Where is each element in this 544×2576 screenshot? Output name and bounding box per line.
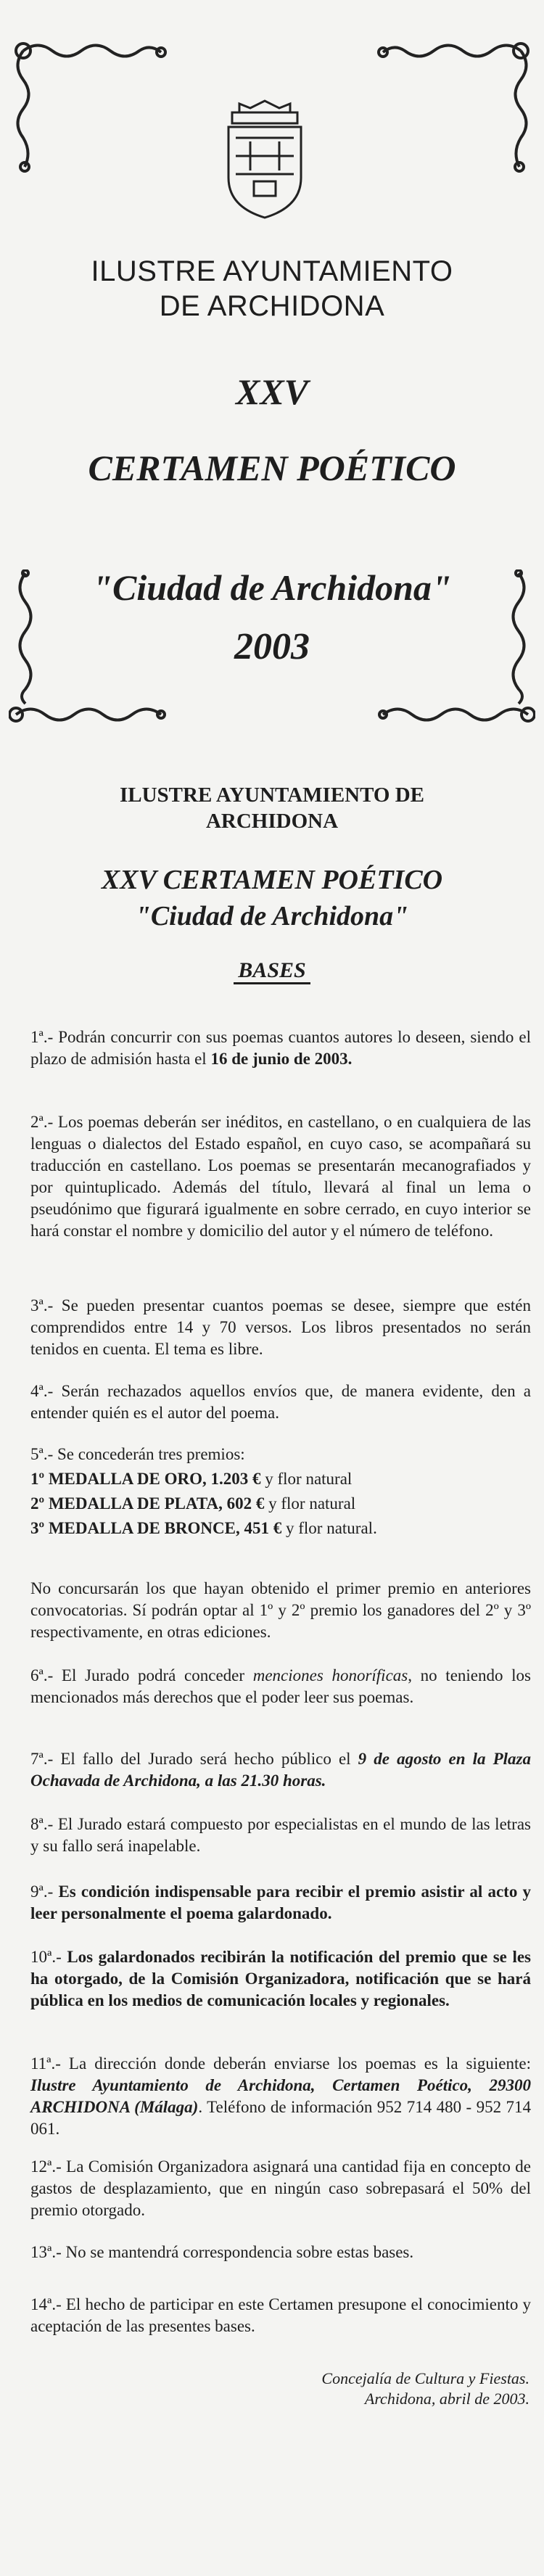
rule-5-intro: 5ª.- Se concederán tres premios:: [30, 1445, 245, 1463]
cover-year: 2003: [234, 626, 310, 667]
cover-contest: CERTAMEN POÉTICO: [88, 448, 456, 488]
cover-city: "Ciudad de Archidona": [92, 567, 452, 608]
rule-6: 6ª.- El Jurado podrá conceder menciones honoríficas, no teniendo los mencionados más derechos que el poder leer sus poemas.: [30, 1666, 532, 1706]
prize-1: 1º MEDALLA DE ORO, 1.203 € y flor natural: [30, 1470, 353, 1488]
bases-org-line1: ILUSTRE AYUNTAMIENTO DE: [119, 783, 425, 807]
rule-3: 3ª.- Se pueden presentar cuantos poemas se desee, siempre que estén comprendidos entre 14 y 70 versos. Los libros presentados no serán tenidos en cuenta. El tema es libre.: [30, 1296, 531, 1358]
rule-7: 7ª.- El fallo del Jurado será hecho público el 9 de agosto en la Plaza Ochavada de Archidona, a las 21.30 horas.: [30, 1750, 531, 1790]
signature-line2: Archidona, abril de 2003.: [364, 2390, 529, 2408]
ornament-border-bottom-left-icon: [9, 696, 168, 733]
prize-3: 3º MEDALLA DE BRONCE, 451 € y flor natural.: [30, 1519, 377, 1537]
ornament-corner-top-left-icon: [9, 36, 168, 174]
cover-org-line1: ILUSTRE AYUNTAMIENTO: [91, 255, 453, 287]
rule-9: 9ª.- Es condición indispensable para recibir el premio asistir al acto y leer personalmente el poema galardonado.: [30, 1882, 532, 1922]
rule-1: 1ª.- Podrán concurrir con sus poemas cuantos autores lo deseen, siendo el plazo de admisión hasta el 16 de junio de 2003.: [30, 1028, 531, 1068]
ornament-corner-top-right-icon: [376, 36, 535, 174]
bases-contest-line1: XXV CERTAMEN POÉTICO: [101, 865, 443, 895]
rule-13: 13ª.- No se mantendrá correspondencia sobre estas bases.: [30, 2243, 414, 2261]
bases-title: BASES: [0, 956, 544, 985]
rule-8: 8ª.- El Jurado estará compuesto por especialistas en el mundo de las letras y su fallo será inapelable.: [30, 1815, 531, 1855]
cover-org-line2: DE ARCHIDONA: [159, 290, 385, 322]
rule-5-note: No concursarán los que hayan obtenido el primer premio en anteriores convocatorias. Sí podrán optar al 1º y 2º premio los ganadores del 2º y 3º respectivamente, en otras ediciones.: [30, 1579, 531, 1641]
rule-11: 11ª.- La dirección donde deberán enviarse los poemas es la siguiente: Ilustre Ayuntamiento de Archidona, Certamen Poético, 29300 ARCHIDONA (Málaga). Teléfono de información 952 714 480 - 952 714 061.: [30, 2054, 531, 2138]
rule-12: 12ª.- La Comisión Organizadora asignará una cantidad fija en concepto de gastos de desplazamiento, que en ningún caso sobrepasará el 50% del premio otorgado.: [30, 2157, 531, 2219]
rule-4: 4ª.- Serán rechazados aquellos envíos que, de manera evidente, den a entender quién es el autor del poema.: [30, 1382, 531, 1422]
bases-org-line2: ARCHIDONA: [205, 810, 339, 833]
rule-14: 14ª.- El hecho de participar en este Certamen presupone el conocimiento y aceptación de las presentes bases.: [30, 2295, 531, 2335]
prize-2: 2º MEDALLA DE PLATA, 602 € y flor natural: [30, 1494, 356, 1513]
cover-edition: XXV: [235, 371, 309, 412]
ornament-side-left-icon: [11, 569, 40, 707]
ornament-border-bottom-right-icon: [376, 696, 535, 733]
ornament-side-right-icon: [504, 569, 533, 707]
signature-line1: Concejalía de Cultura y Fiestas.: [321, 2369, 529, 2387]
coat-of-arms-crest-icon: [218, 98, 312, 225]
rule-10: 10ª.- Los galardonados recibirán la notificación del premio que se les ha otorgado, de la Comisión Organizadora, notificación que se hará pública en los medios de comunicación locales y regionales.: [30, 1948, 531, 2009]
bases-contest-line2: "Ciudad de Archidona": [135, 901, 409, 931]
rule-2: 2ª.- Los poemas deberán ser inéditos, en castellano, o en cualquiera de las lenguas o dialectos del Estado español, en cuyo caso, se acompañará su traducción en castellano. Los poemas se presentarán mecanografiados y por quintuplicado. Además del título, llevará al final un lema o pseudónimo que figurará igualmente en sobre cerrado, en cuyo interior se hará constar el nombre y domicilio del autor y el número de teléfono.: [30, 1113, 531, 1240]
